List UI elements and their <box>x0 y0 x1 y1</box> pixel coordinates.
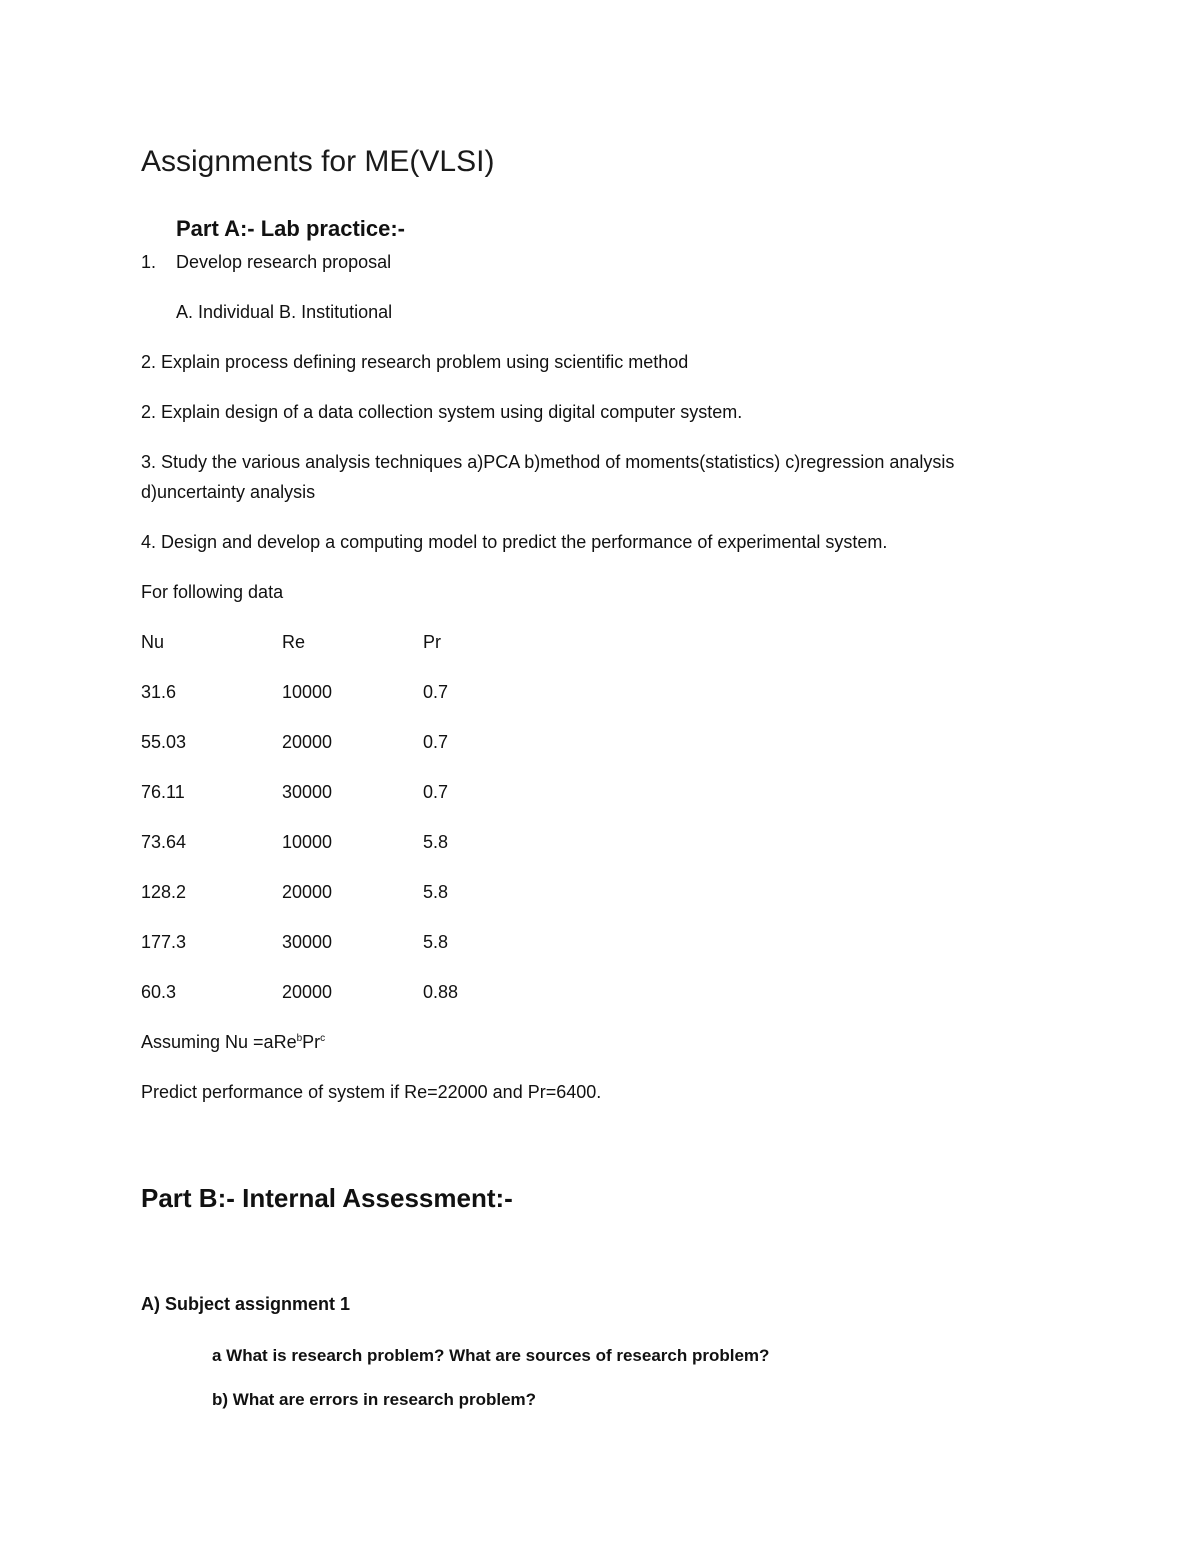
table-header-re: Re <box>282 632 306 652</box>
item-1-number: 1. <box>141 252 157 272</box>
item-1-text: Develop research proposal <box>176 252 392 272</box>
table-cell-pr: 0.88 <box>423 982 459 1002</box>
formula-exponent-c: c <box>320 1033 326 1044</box>
formula-prefix: Assuming Nu =aRe <box>141 1032 297 1052</box>
table-cell-nu: 76.11 <box>141 782 185 802</box>
table-cell-nu: 31.6 <box>141 682 177 702</box>
item-3-line-2: d)uncertainty analysis <box>141 482 316 502</box>
subject-assignment-heading: A) Subject assignment 1 <box>141 1294 351 1314</box>
table-cell-pr: 5.8 <box>423 832 449 852</box>
table-cell-re: 10000 <box>282 832 333 852</box>
table-cell-pr: 5.8 <box>423 882 449 902</box>
item-3-line-1: 3. Study the various analysis techniques a)PCA b)method of moments(statistics) c)regression analysis <box>141 452 955 472</box>
table-header-pr: Pr <box>423 632 441 652</box>
part-b-heading: Part B:- Internal Assessment:- <box>141 1183 513 1213</box>
table-header-nu: Nu <box>141 632 165 652</box>
table-cell-re: 20000 <box>282 732 333 752</box>
table-cell-nu: 177.3 <box>141 932 187 952</box>
item-4: 4. Design and develop a computing model to predict the performance of experimental system. <box>141 532 888 552</box>
table-cell-pr: 5.8 <box>423 932 449 952</box>
item-2b: 2. Explain design of a data collection system using digital computer system. <box>141 402 743 422</box>
table-cell-re: 20000 <box>282 882 333 902</box>
item-1-sub: A. Individual B. Institutional <box>176 302 393 322</box>
table-cell-re: 30000 <box>282 782 333 802</box>
question-a: a What is research problem? What are sources of research problem? <box>212 1346 770 1365</box>
part-a-heading: Part A:- Lab practice:- <box>176 216 406 241</box>
question-b: b) What are errors in research problem? <box>212 1390 537 1409</box>
table-cell-nu: 55.03 <box>141 732 187 752</box>
item-2a: 2. Explain process defining research problem using scientific method <box>141 352 689 372</box>
table-cell-pr: 0.7 <box>423 782 449 802</box>
table-cell-nu: 60.3 <box>141 982 177 1002</box>
formula-pr: Pr <box>302 1032 321 1052</box>
table-cell-re: 20000 <box>282 982 333 1002</box>
table-cell-nu: 128.2 <box>141 882 187 902</box>
table-cell-re: 10000 <box>282 682 333 702</box>
table-cell-pr: 0.7 <box>423 682 449 702</box>
formula-exponent-b: b <box>296 1033 303 1044</box>
predict-text: Predict performance of system if Re=22000 and Pr=6400. <box>141 1082 602 1102</box>
data-intro: For following data <box>141 582 284 602</box>
table-cell-pr: 0.7 <box>423 732 449 752</box>
table-cell-re: 30000 <box>282 932 333 952</box>
assuming-formula <box>141 1032 325 1053</box>
table-cell-nu: 73.64 <box>141 832 187 852</box>
page-title: Assignments for ME(VLSI) <box>141 145 495 178</box>
